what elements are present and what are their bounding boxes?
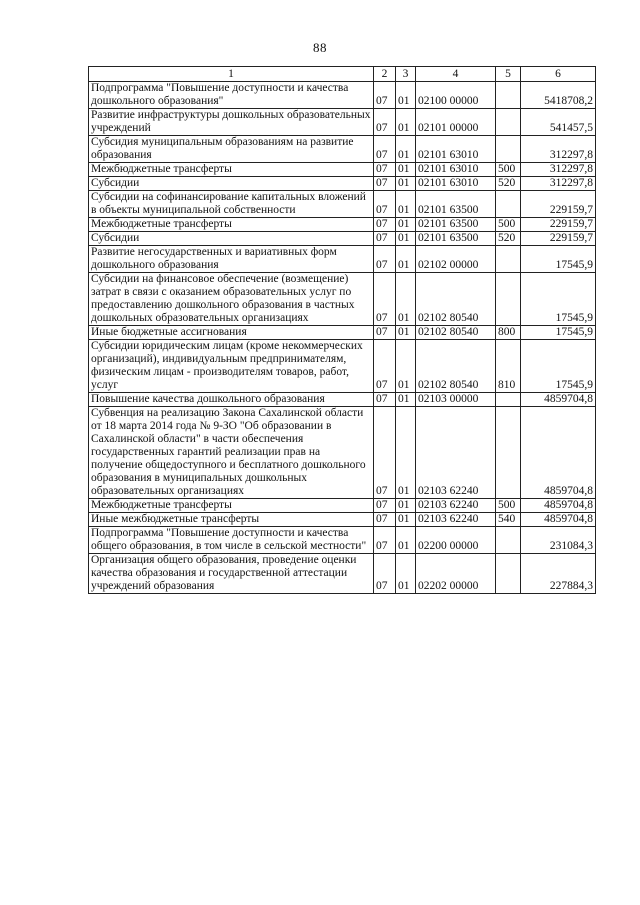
item-name-cell: Подпрограмма "Повышение доступности и качества дошкольного образования" [89,82,374,109]
item-name-cell: Субсидии на финансовое обеспечение (возмещение) затрат в связи с оказанием образовательных услуг по предоставлению дошкольного образования в частных дошкольных образовательных организациях [89,273,374,326]
subsection-code-cell: 01 [396,246,416,273]
expense-type-cell [496,554,521,594]
table-row [89,513,596,527]
budget-table [88,66,596,594]
amount-cell: 227884,3 [521,554,596,594]
target-article-cell: 02103 62240 [416,513,496,527]
expense-type-cell [496,393,521,407]
subsection-code-cell: 01 [396,232,416,246]
amount-cell: 312297,8 [521,163,596,177]
item-name-cell: Субсидии [89,232,374,246]
table-row [89,393,596,407]
section-code-cell: 07 [374,232,396,246]
table-row [89,499,596,513]
target-article-cell: 02102 80540 [416,340,496,393]
target-article-cell: 02101 63010 [416,136,496,163]
table-row [89,191,596,218]
item-name-cell: Межбюджетные трансферты [89,499,374,513]
subsection-code-cell: 01 [396,407,416,499]
subsection-code-cell: 01 [396,177,416,191]
target-article-cell: 02101 63010 [416,163,496,177]
section-code-cell: 07 [374,136,396,163]
target-article-cell: 02102 80540 [416,326,496,340]
section-code-cell: 07 [374,273,396,326]
item-name-cell: Субвенция на реализацию Закона Сахалинской области от 18 марта 2014 года № 9-ЗО "Об образовании в Сахалинской области" в части обеспечения государственных гарантий реализации прав на получение общедоступного и бесплатного дошкольного образования в муниципальных дошкольных образовательных организациях [89,407,374,499]
subsection-code-cell: 01 [396,191,416,218]
section-code-cell: 07 [374,177,396,191]
expense-type-cell: 500 [496,499,521,513]
column-header: 1 [89,67,374,82]
amount-cell: 4859704,8 [521,407,596,499]
target-article-cell: 02200 00000 [416,527,496,554]
table-row [89,407,596,499]
amount-cell: 4859704,8 [521,513,596,527]
expense-type-cell: 520 [496,232,521,246]
subsection-code-cell: 01 [396,273,416,326]
target-article-cell: 02101 63500 [416,218,496,232]
table-row [89,136,596,163]
target-article-cell: 02101 63500 [416,232,496,246]
target-article-cell: 02103 00000 [416,393,496,407]
subsection-code-cell: 01 [396,527,416,554]
expense-type-cell [496,109,521,136]
subsection-code-cell: 01 [396,499,416,513]
table-row [89,82,596,109]
section-code-cell: 07 [374,191,396,218]
expense-type-cell: 500 [496,218,521,232]
subsection-code-cell: 01 [396,554,416,594]
subsection-code-cell: 01 [396,136,416,163]
expense-type-cell: 540 [496,513,521,527]
table-row [89,218,596,232]
column-header: 2 [374,67,396,82]
target-article-cell: 02102 00000 [416,246,496,273]
section-code-cell: 07 [374,326,396,340]
expense-type-cell [496,407,521,499]
item-name-cell: Межбюджетные трансферты [89,163,374,177]
item-name-cell: Межбюджетные трансферты [89,218,374,232]
subsection-code-cell: 01 [396,340,416,393]
table-row [89,109,596,136]
item-name-cell: Иные межбюджетные трансферты [89,513,374,527]
expense-type-cell [496,527,521,554]
subsection-code-cell: 01 [396,513,416,527]
amount-cell: 231084,3 [521,527,596,554]
amount-cell: 312297,8 [521,177,596,191]
item-name-cell: Субсидии [89,177,374,191]
subsection-code-cell: 01 [396,218,416,232]
section-code-cell: 07 [374,82,396,109]
section-code-cell: 07 [374,499,396,513]
amount-cell: 4859704,8 [521,499,596,513]
amount-cell: 541457,5 [521,109,596,136]
table-row [89,554,596,594]
header-row [89,67,596,82]
item-name-cell: Повышение качества дошкольного образования [89,393,374,407]
item-name-cell: Субсидии на софинансирование капитальных вложений в объекты муниципальной собственности [89,191,374,218]
amount-cell: 17545,9 [521,273,596,326]
expense-type-cell: 810 [496,340,521,393]
amount-cell: 5418708,2 [521,82,596,109]
expense-type-cell [496,136,521,163]
column-header: 3 [396,67,416,82]
section-code-cell: 07 [374,407,396,499]
subsection-code-cell: 01 [396,82,416,109]
amount-cell: 4859704,8 [521,393,596,407]
target-article-cell: 02101 00000 [416,109,496,136]
subsection-code-cell: 01 [396,326,416,340]
amount-cell: 229159,7 [521,218,596,232]
section-code-cell: 07 [374,527,396,554]
section-code-cell: 07 [374,218,396,232]
amount-cell: 17545,9 [521,326,596,340]
target-article-cell: 02100 00000 [416,82,496,109]
target-article-cell: 02102 80540 [416,273,496,326]
table-row [89,246,596,273]
item-name-cell: Субсидия муниципальным образованиям на развитие образования [89,136,374,163]
item-name-cell: Организация общего образования, проведение оценки качества образования и государственной аттестации учреждений образования [89,554,374,594]
target-article-cell: 02103 62240 [416,407,496,499]
column-header: 4 [416,67,496,82]
amount-cell: 312297,8 [521,136,596,163]
expense-type-cell [496,82,521,109]
expense-type-cell: 800 [496,326,521,340]
expense-type-cell [496,246,521,273]
target-article-cell: 02202 00000 [416,554,496,594]
amount-cell: 229159,7 [521,232,596,246]
section-code-cell: 07 [374,340,396,393]
item-name-cell: Субсидии юридическим лицам (кроме некоммерческих организаций), индивидуальным предпринимателям, физическим лицам - производителям товаров, работ, услуг [89,340,374,393]
page-number: 88 [313,40,327,55]
expense-type-cell: 520 [496,177,521,191]
expense-type-cell [496,273,521,326]
target-article-cell: 02103 62240 [416,499,496,513]
table-row [89,340,596,393]
item-name-cell: Развитие инфраструктуры дошкольных образовательных учреждений [89,109,374,136]
expense-type-cell: 500 [496,163,521,177]
table-row [89,232,596,246]
amount-cell: 229159,7 [521,191,596,218]
table-row [89,273,596,326]
section-code-cell: 07 [374,109,396,136]
column-header: 6 [521,67,596,82]
expense-type-cell [496,191,521,218]
table-row [89,163,596,177]
column-header: 5 [496,67,521,82]
section-code-cell: 07 [374,554,396,594]
section-code-cell: 07 [374,246,396,273]
target-article-cell: 02101 63500 [416,191,496,218]
subsection-code-cell: 01 [396,109,416,136]
subsection-code-cell: 01 [396,163,416,177]
item-name-cell: Развитие негосударственных и вариативных форм дошкольного образования [89,246,374,273]
item-name-cell: Подпрограмма "Повышение доступности и качества общего образования, в том числе в сельской местности" [89,527,374,554]
table-row [89,326,596,340]
section-code-cell: 07 [374,513,396,527]
table-row [89,177,596,191]
table-body [89,82,596,594]
subsection-code-cell: 01 [396,393,416,407]
target-article-cell: 02101 63010 [416,177,496,191]
section-code-cell: 07 [374,163,396,177]
section-code-cell: 07 [374,393,396,407]
table-row [89,527,596,554]
item-name-cell: Иные бюджетные ассигнования [89,326,374,340]
amount-cell: 17545,9 [521,246,596,273]
amount-cell: 17545,9 [521,340,596,393]
